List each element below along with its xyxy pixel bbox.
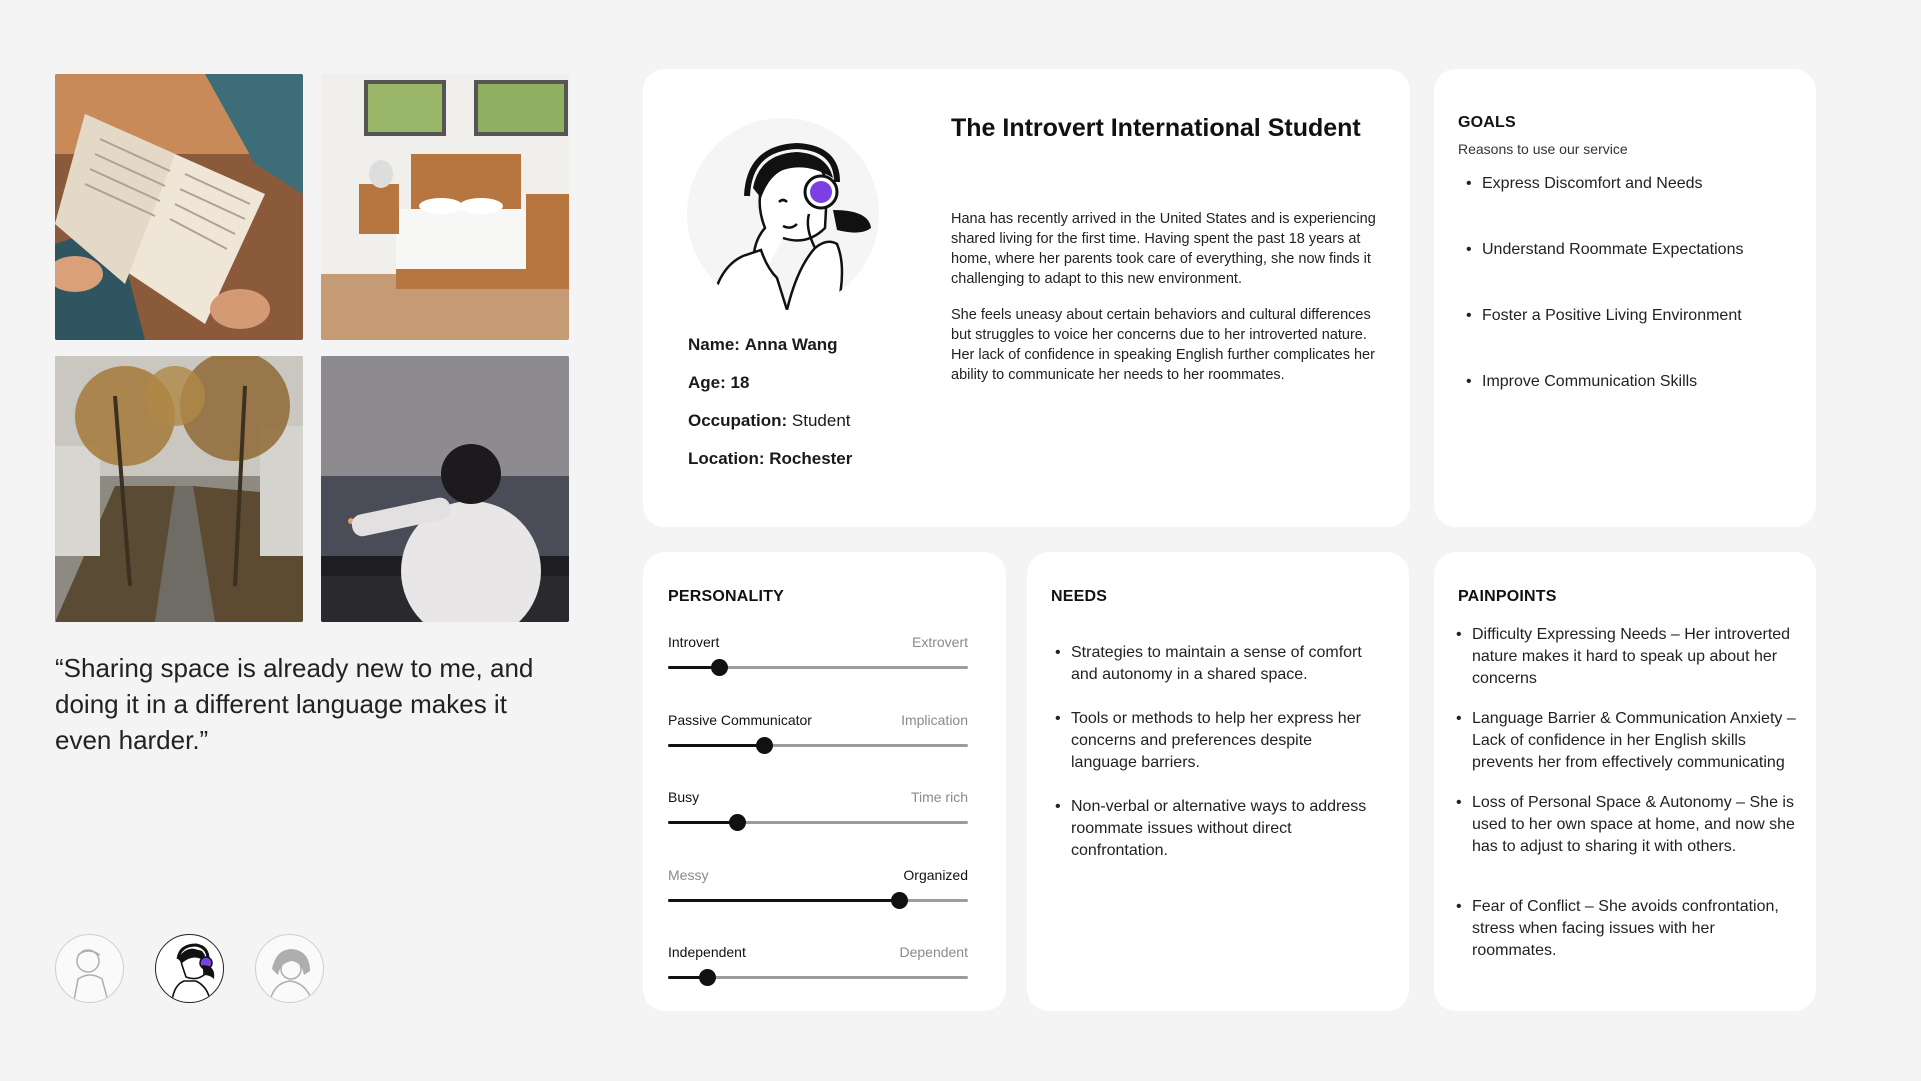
persona-1-illustration-icon: [56, 935, 124, 1003]
trait-slider: [668, 634, 968, 669]
personality-card: [643, 552, 1006, 1011]
list-item: • Foster a Positive Living Environment: [1466, 305, 1792, 371]
fact-location-label: Location:: [688, 449, 765, 468]
trait-right-label: Organized: [903, 866, 968, 883]
persona-quote: “Sharing space is already new to me, and doing it in a different language makes it even harder.”: [55, 653, 534, 755]
trait-labels: [668, 712, 968, 728]
list-item: • Improve Communication Skills: [1466, 371, 1792, 437]
list-item: • Strategies to maintain a sense of comfort and autonomy in a shared space.: [1055, 642, 1375, 686]
trait-left-label: Busy: [668, 789, 700, 805]
slider-handle[interactable]: [711, 659, 728, 676]
fact-location-value: Rochester: [769, 449, 853, 468]
fact-occupation-value: Student: [791, 411, 851, 430]
trait-right-label: Extrovert: [911, 634, 968, 650]
needs-title: NEEDS: [1051, 588, 1108, 605]
trait-right-label: Dependent: [899, 944, 968, 960]
persona-avatar-1[interactable]: [55, 934, 124, 1003]
fact-name-value: Anna Wang: [744, 335, 838, 354]
persona-title: The Introvert International Student: [951, 114, 1361, 142]
personality-title: PERSONALITY: [668, 588, 784, 605]
slider-handle[interactable]: [756, 737, 773, 754]
trait-right-label: Implication: [901, 711, 968, 728]
slider-handle[interactable]: [699, 969, 716, 986]
goals-list: [1466, 173, 1792, 437]
needs-card: [1027, 552, 1409, 1011]
headphones-student-illustration-icon: [687, 118, 879, 310]
bio-paragraph: She feels uneasy about certain behaviors and cultural differences but struggles to voice her concerns due to her introverted nature. Her lack of confidence in speaking English further complicates her ability to communicate her needs to her roommates.: [951, 307, 1375, 383]
trait-slider: [668, 867, 968, 902]
fact-name-label: Name:: [688, 335, 740, 354]
painpoints-card: [1434, 552, 1816, 1011]
goals-card: [1434, 69, 1816, 527]
slider-handle[interactable]: [729, 814, 746, 831]
fact-occupation-label: Occupation:: [688, 411, 788, 430]
trait-left-label: Introvert: [668, 634, 720, 650]
bedroom-photo: [321, 74, 569, 340]
slider-track[interactable]: [668, 744, 968, 747]
trait-labels: [668, 867, 968, 883]
trait-slider: [668, 712, 968, 747]
autumn-street-photo: [55, 356, 303, 622]
fact-name: [688, 334, 852, 372]
slider-fill: [668, 821, 737, 824]
list-item: • Express Discomfort and Needs: [1466, 173, 1792, 239]
painpoints-list: [1456, 624, 1801, 962]
trait-labels: [668, 634, 968, 650]
slider-track[interactable]: [668, 821, 968, 824]
fact-age: [688, 372, 852, 410]
list-item: • Difficulty Expressing Needs – Her introverted nature makes it hard to speak up about her concerns: [1456, 624, 1801, 690]
needs-list: [1055, 642, 1375, 862]
trait-slider: [668, 789, 968, 824]
profile-facts: [688, 334, 852, 486]
goals-subtitle: Reasons to use our service: [1458, 141, 1628, 157]
fact-age-value: 18: [730, 373, 750, 392]
girl-at-window-photo: [321, 356, 569, 622]
slider-track[interactable]: [668, 899, 968, 902]
trait-left-label: Messy: [668, 866, 709, 883]
fact-location: [688, 448, 852, 486]
slider-fill: [668, 744, 764, 747]
persona-avatar-2[interactable]: [155, 934, 224, 1003]
fact-occupation: [688, 410, 852, 448]
slider-handle[interactable]: [891, 892, 908, 909]
list-item: • Non-verbal or alternative ways to address roommate issues without direct confrontation.: [1055, 796, 1375, 862]
persona-avatar: [687, 118, 879, 310]
painpoints-title: PAINPOINTS: [1458, 588, 1557, 605]
slider-fill: [668, 899, 899, 902]
trait-labels: [668, 944, 968, 960]
trait-left-label: Independent: [668, 944, 746, 960]
slider-track[interactable]: [668, 976, 968, 979]
trait-labels: [668, 789, 968, 805]
persona-2-illustration-icon: [156, 935, 224, 1003]
persona-bio: [951, 209, 1381, 401]
persona-3-illustration-icon: [256, 935, 324, 1003]
slider-track[interactable]: [668, 666, 968, 669]
list-item: • Understand Roommate Expectations: [1466, 239, 1792, 305]
list-item: • Loss of Personal Space & Autonomy – She is used to her own space at home, and now she has to adjust to sharing it with others.: [1456, 792, 1801, 858]
trait-slider: [668, 944, 968, 979]
list-item: • Fear of Conflict – She avoids confrontation, stress when facing issues with her roommates.: [1456, 896, 1801, 962]
list-item: • Tools or methods to help her express her concerns and preferences despite language barriers.: [1055, 708, 1375, 774]
list-item: • Language Barrier & Communication Anxiety – Lack of confidence in her English skills prevents her from effectively communicating: [1456, 708, 1801, 774]
persona-switcher: [55, 934, 324, 1003]
reading-book-photo: [55, 74, 303, 340]
trait-right-label: Time rich: [910, 789, 968, 805]
bio-paragraph: Hana has recently arrived in the United States and is experiencing shared living for the first time. Having spent the past 18 years at home, where her parents took care of everything, she now finds it challenging to adapt to this new environment.: [951, 211, 1376, 287]
goals-title: GOALS: [1458, 114, 1516, 131]
trait-left-label: Passive Communicator: [668, 711, 812, 728]
fact-age-label: Age:: [688, 373, 726, 392]
persona-avatar-3[interactable]: [255, 934, 324, 1003]
profile-card: [643, 69, 1410, 527]
